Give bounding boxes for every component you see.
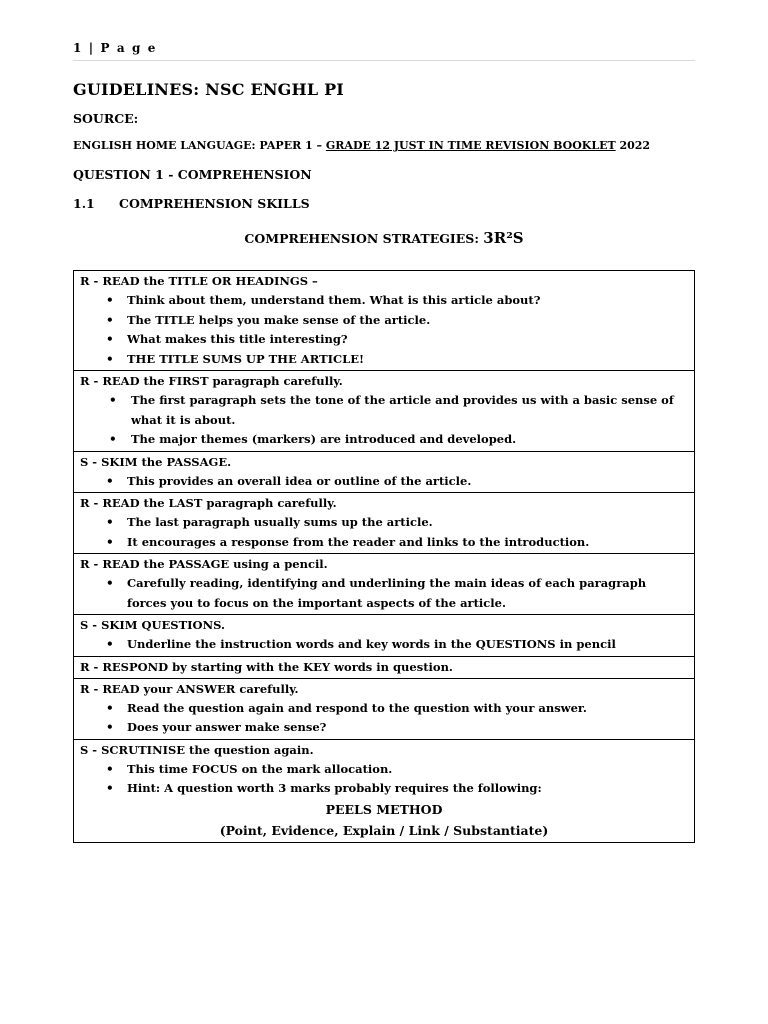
bullet-list (80, 472, 688, 492)
row-heading: R - READ the TITLE OR HEADINGS – (80, 274, 318, 288)
section-title: COMPREHENSION SKILLS (119, 196, 310, 211)
bullet-item: • The first paragraph sets the tone of the article and provides us with a basic sense of what it is about. (80, 391, 688, 430)
strategies-table (73, 270, 695, 843)
row-heading: R - READ the FIRST paragraph carefully. (80, 374, 343, 388)
bullet-item: • This provides an overall idea or outline of the article. (80, 472, 688, 492)
row-heading: R - RESPOND by starting with the KEY words in question. (80, 659, 453, 674)
strategies-text: COMPREHENSION STRATEGIES: (244, 231, 484, 246)
table-row (74, 271, 694, 370)
table-row (74, 656, 694, 678)
bullet-item: • The last paragraph usually sums up the article. (80, 513, 688, 533)
row-heading: S - SKIM the PASSAGE. (80, 454, 232, 469)
question-heading: QUESTION 1 - COMPREHENSION (73, 167, 312, 182)
table-row (74, 492, 694, 553)
table-row (74, 553, 694, 614)
table-row (74, 451, 694, 493)
bullet-item: • Carefully reading, identifying and underlining the main ideas of each paragraph forces you to focus on the important aspects of the article. (80, 574, 688, 613)
source-reference (73, 137, 695, 155)
section-heading (73, 194, 695, 214)
bullet-list (80, 574, 688, 613)
document-page (73, 40, 695, 843)
source-label: SOURCE: (73, 111, 139, 126)
bullet-item: • Hint: A question worth 3 marks probably requires the following: (80, 779, 688, 799)
bullet-item: • Does your answer make sense? (80, 718, 688, 738)
bullet-item: • Think about them, understand them. What is this article about? (80, 291, 688, 311)
table-row (74, 678, 694, 739)
bullet-list (80, 513, 688, 552)
bullet-list (80, 760, 688, 799)
page-number: 1 | P a g e (73, 40, 695, 61)
bullet-item: • The TITLE helps you make sense of the article. (80, 311, 688, 331)
bullet-item: • The major themes (markers) are introduced and developed. (80, 430, 688, 450)
source-prefix: ENGLISH HOME LANGUAGE: PAPER 1 – (73, 139, 326, 152)
row-heading: S - SCRUTINISE the question again. (80, 742, 314, 757)
bullet-item: • THE TITLE SUMS UP THE ARTICLE! (80, 350, 688, 370)
document-title: GUIDELINES: NSC ENGHL PI (73, 80, 344, 99)
table-row (74, 614, 694, 656)
bullet-list (80, 635, 688, 655)
bullet-item: • It encourages a response from the reader and links to the introduction. (80, 533, 688, 553)
row-heading: S - SKIM QUESTIONS. (80, 618, 225, 632)
bullet-list (80, 391, 688, 450)
bullet-list (80, 699, 688, 738)
source-booklet-title: GRADE 12 JUST IN TIME REVISION BOOKLET (325, 139, 616, 152)
row-heading: R - READ the PASSAGE using a pencil. (80, 557, 328, 571)
bullet-item: • What makes this title interesting? (80, 330, 688, 350)
method-description: (Point, Evidence, Explain / Link / Substantiate) (219, 822, 549, 838)
method-title: PEELS METHOD (325, 801, 443, 817)
bullet-item: • Read the question again and respond to the question with your answer. (80, 699, 688, 719)
table-row (74, 370, 694, 451)
row-heading: R - READ the LAST paragraph carefully. (80, 496, 337, 510)
bullet-item: • This time FOCUS on the mark allocation. (80, 760, 688, 780)
row-heading: R - READ your ANSWER carefully. (80, 681, 299, 696)
bullet-item: • Underline the instruction words and key words in the QUESTIONS in pencil (80, 635, 688, 655)
bullet-list (80, 291, 688, 369)
section-number: 1.1 (73, 196, 95, 211)
strategies-heading (73, 227, 695, 249)
source-year: 2022 (615, 139, 651, 152)
table-row (74, 739, 694, 842)
strategies-acronym: 3R²S (483, 229, 524, 247)
